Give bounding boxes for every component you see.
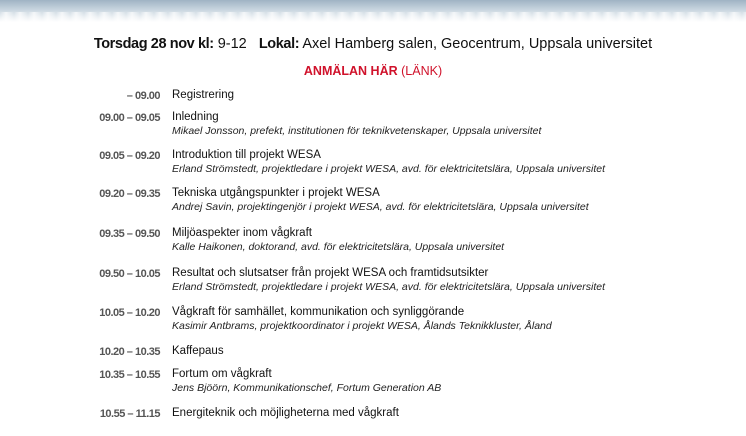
schedule-title: Miljöaspekter inom vågkraft — [172, 227, 312, 239]
schedule-title: Introduktion till projekt WESA — [172, 149, 321, 161]
schedule-title: Kaffepaus — [172, 345, 224, 357]
schedule-row — [0, 367, 746, 397]
schedule-row — [0, 305, 746, 335]
schedule-time: 09.05 – 09.20 — [99, 150, 160, 162]
venue-label: Lokal: — [258, 36, 300, 52]
schedule-speaker: Mikael Jonsson, prefekt, institutionen för teknikvetenskaper, Uppsala universitet — [172, 125, 542, 137]
schedule-time: 10.55 – 11.15 — [99, 408, 160, 420]
schedule-row — [0, 148, 746, 178]
registration-link[interactable] — [0, 64, 746, 78]
schedule-time: 09.00 – 09.05 — [99, 112, 160, 124]
schedule-speaker: Andrej Savin, projektingenjör i projekt WESA, avd. för elektricitetslära, Uppsala universitet — [172, 201, 589, 213]
schedule-title: Resultat och slutsatser från projekt WESA och framtidsutsikter — [172, 267, 489, 279]
schedule-title: Registrering — [172, 89, 234, 101]
schedule-time: 09.50 – 10.05 — [99, 268, 160, 280]
schedule-time: 09.20 – 09.35 — [99, 188, 160, 200]
schedule-time: 10.35 – 10.55 — [99, 369, 160, 381]
schedule-title: Vågkraft för samhället, kommunikation och synliggörande — [172, 306, 465, 318]
schedule-row — [0, 110, 746, 140]
schedule-speaker: Kasimir Antbrams, projektkoordinator i projekt WESA, Ålands Teknikkluster, Åland — [172, 320, 552, 332]
schedule-row — [0, 186, 746, 216]
schedule-speaker: Kalle Haikonen, doktorand, avd. för elektricitetslära, Uppsala universitet — [172, 241, 505, 253]
schedule-time: 09.35 – 09.50 — [99, 228, 160, 240]
registration-link-main[interactable]: ANMÄLAN HÄR — [303, 64, 398, 78]
schedule-time: 10.05 – 10.20 — [99, 307, 160, 319]
schedule-row — [0, 406, 746, 436]
schedule-speaker: Jens Bjöörn, Kommunikationschef, Fortum Generation AB — [172, 382, 442, 394]
schedule-row — [0, 266, 746, 296]
date-label: Torsdag 28 nov kl: — [93, 36, 214, 52]
schedule-time: – 09.00 — [126, 90, 160, 102]
registration-link-sub[interactable]: (LÄNK) — [401, 64, 443, 78]
schedule-speaker: Erland Strömstedt, projektledare i projekt WESA, avd. för elektricitetslära, Uppsala universitet — [172, 163, 606, 175]
schedule-title: Inledning — [172, 111, 219, 123]
schedule-title: Tekniska utgångspunkter i projekt WESA — [172, 187, 380, 199]
schedule-title: Fortum om vågkraft — [172, 368, 272, 380]
schedule-title: Energiteknik och möjligheterna med vågkraft — [172, 407, 399, 419]
venue-value: Axel Hamberg salen, Geocentrum, Uppsala universitet — [302, 36, 653, 52]
event-headline — [0, 36, 746, 52]
schedule-row — [0, 226, 746, 256]
schedule-time: 10.20 – 10.35 — [99, 346, 160, 358]
header-banner — [0, 0, 746, 22]
schedule-speaker: Erland Strömstedt, projektledare i projekt WESA, avd. för elektricitetslära, Uppsala universitet — [172, 281, 606, 293]
time-value: 9-12 — [217, 36, 247, 52]
